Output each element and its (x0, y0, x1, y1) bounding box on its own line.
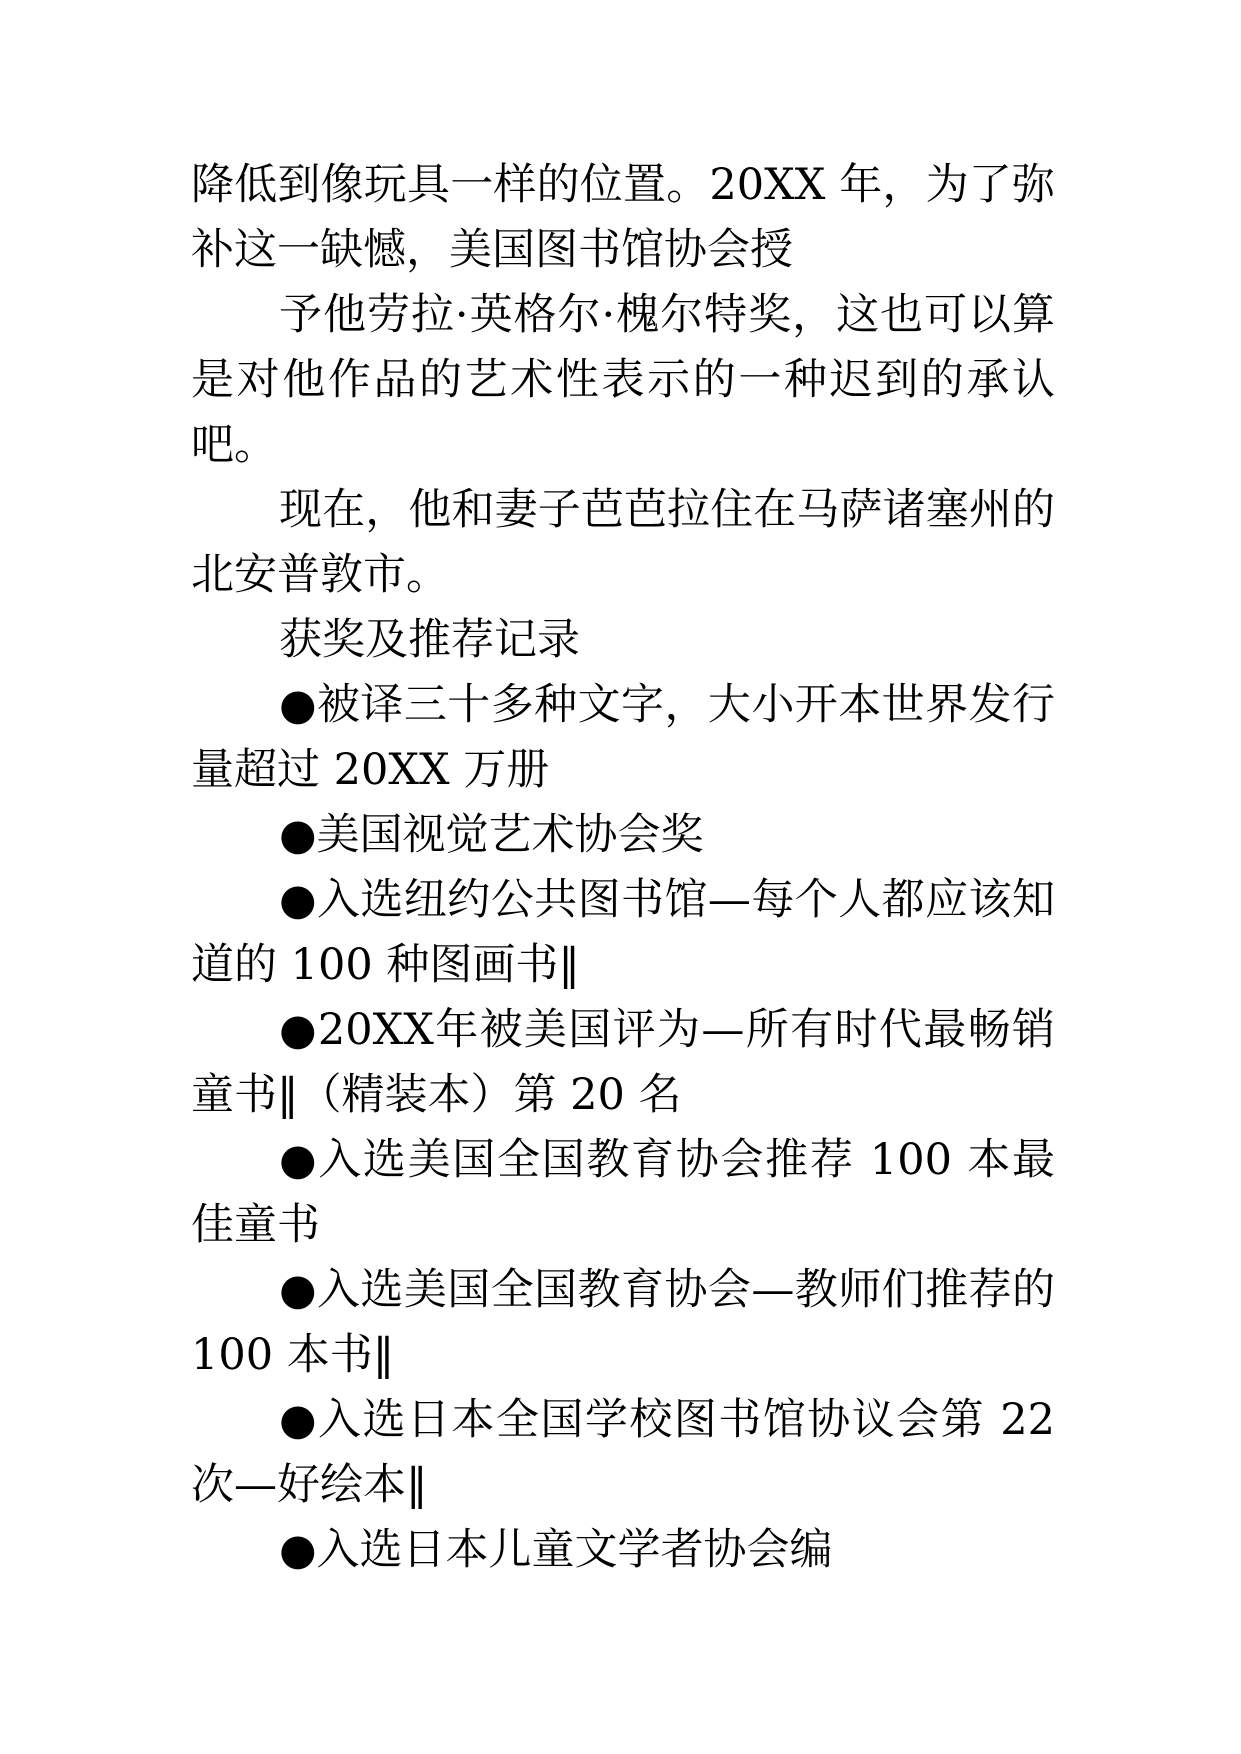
document-body (191, 153, 1055, 1583)
award-list-item: ●美国视觉艺术协会奖 (279, 810, 704, 860)
paragraph-award-context: 降低到像玩具一样的位置。20XX 年，为了弥补这一缺憾，美国图书馆协会授 (191, 160, 1055, 275)
award-list-item: ●入选日本儿童文学者协会编 (279, 1525, 833, 1575)
award-list-item: ●入选纽约公共图书馆—每个人都应该知道的 100 种图画书‖ (191, 875, 1055, 990)
paragraph-residence: 现在，他和妻子芭芭拉住在马萨诸塞州的北安普敦市。 (191, 485, 1055, 600)
paragraph-award-granted: 予他劳拉·英格尔·槐尔特奖，这也可以算是对他作品的艺术性表示的一种迟到的承认吧。 (191, 290, 1055, 470)
award-list-item: ●入选美国全国教育协会推荐 100 本最佳童书 (191, 1135, 1055, 1250)
award-list-item: ●入选日本全国学校图书馆协议会第 22 次—好绘本‖ (191, 1395, 1055, 1510)
section-heading-awards: 获奖及推荐记录 (279, 615, 580, 665)
award-list-item: ●入选美国全国教育协会—教师们推荐的 100 本书‖ (191, 1265, 1055, 1380)
award-list-item: ●20XX年被美国评为—所有时代最畅销童书‖（精装本）第 20 名 (191, 1005, 1055, 1120)
award-list-item: ●被译三十多种文字，大小开本世界发行量超过 20XX 万册 (191, 680, 1055, 795)
